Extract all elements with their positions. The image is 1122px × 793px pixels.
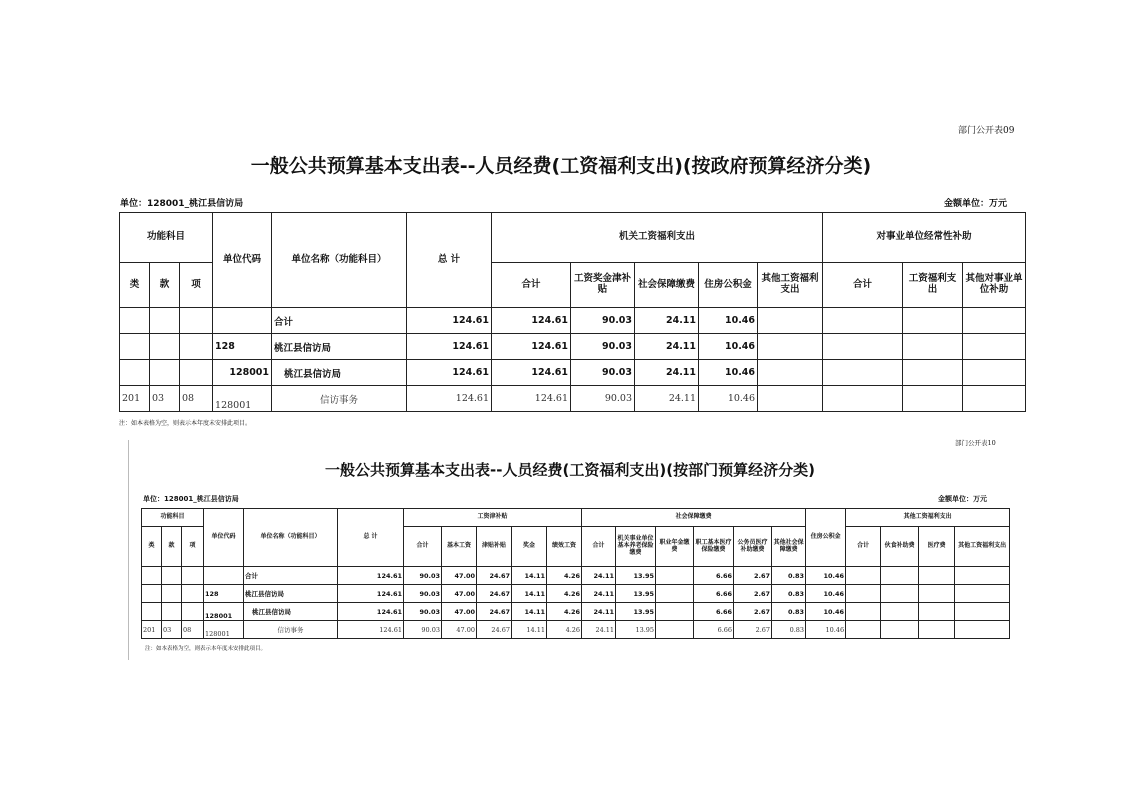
- cell-g2-civil-medical: 2.67: [734, 603, 772, 621]
- header-g3-medical: 医疗费: [919, 527, 955, 567]
- cell-kuan: 03: [150, 386, 180, 412]
- header-name: 单位名称（功能科目）: [272, 213, 407, 308]
- cell-kuan: [162, 585, 182, 603]
- header-g1-allowance: 津贴补贴: [477, 527, 512, 567]
- table-row: [142, 603, 1010, 621]
- cell-g1-basic: 47.00: [442, 603, 477, 621]
- cell-lei: [142, 585, 162, 603]
- header-g2-civil-medical: 公务员医疗补助缴费: [734, 527, 772, 567]
- cell-g2-total: 24.11: [582, 621, 616, 639]
- cell-total: 124.61: [407, 360, 492, 386]
- cell-xiang: [182, 603, 204, 621]
- cell-g1-performance: 4.26: [547, 621, 582, 639]
- cell-xiang: [182, 567, 204, 585]
- header-g3-total: 合计: [846, 527, 881, 567]
- cell-g1-social: 24.11: [635, 334, 699, 360]
- cell-g1-basic: 47.00: [442, 621, 477, 639]
- cell-g1-housing: 10.46: [699, 386, 758, 412]
- cell-name: 合计: [244, 567, 338, 585]
- table-row: [120, 360, 1026, 386]
- cell-g1-basic: 47.00: [442, 567, 477, 585]
- header-g1-wages: 工资奖金津补贴: [571, 263, 635, 308]
- cell-lei: [120, 308, 150, 334]
- cell-g3-meal: [881, 567, 919, 585]
- cell-code: 128001: [204, 603, 244, 621]
- cell-kuan: [150, 308, 180, 334]
- cell-g1-total: 124.61: [492, 386, 571, 412]
- form-number-top: 部门公开表09: [958, 126, 1015, 136]
- cell-g1-other: [758, 360, 823, 386]
- cell-kuan: [150, 360, 180, 386]
- cell-lei: [142, 603, 162, 621]
- cell-name: 信访事务: [244, 621, 338, 639]
- cell-g3-total: [846, 585, 881, 603]
- header-g2-total: 合计: [823, 263, 903, 308]
- cell-kuan: [162, 603, 182, 621]
- cell-g1-other: [758, 334, 823, 360]
- cell-xiang: [182, 585, 204, 603]
- cell-code: 128001: [213, 360, 272, 386]
- cell-g3-other: [955, 585, 1010, 603]
- form-number-bottom: 部门公开表10: [955, 439, 996, 447]
- cell-g1-total: 90.03: [404, 567, 442, 585]
- cell-g2-civil-medical: 2.67: [734, 621, 772, 639]
- cell-code: 128: [204, 585, 244, 603]
- table-row: [120, 386, 1026, 412]
- header-g1-basic: 基本工资: [442, 527, 477, 567]
- cell-code: [204, 567, 244, 585]
- cell-g1-total: 90.03: [404, 621, 442, 639]
- table-row: [142, 585, 1010, 603]
- cell-name: 桃江县信访局: [244, 585, 338, 603]
- cell-name: 桃江县信访局: [272, 360, 407, 386]
- cell-g2-other: 0.83: [772, 603, 806, 621]
- cell-g1-social: 24.11: [635, 386, 699, 412]
- cell-code: [213, 308, 272, 334]
- cell-g1-allowance: 24.67: [477, 567, 512, 585]
- cell-g1-social: 24.11: [635, 360, 699, 386]
- cell-g3-meal: [881, 603, 919, 621]
- cell-g1-bonus: 14.11: [512, 603, 547, 621]
- header-g2-other: 其他对事业单位补助: [963, 263, 1026, 308]
- cell-g1-allowance: 24.67: [477, 621, 512, 639]
- amount-unit-bottom: 金额单位：万元: [938, 495, 987, 503]
- header-name: 单位名称（功能科目）: [244, 509, 338, 567]
- header-kuan: 款: [150, 263, 180, 308]
- cell-g3-total: [846, 567, 881, 585]
- header-g2-pension: 机关事业单位基本养老保险缴费: [616, 527, 656, 567]
- cell-g1-total: 124.61: [492, 360, 571, 386]
- cell-g3-medical: [919, 621, 955, 639]
- cell-g2-medical: 6.66: [694, 567, 734, 585]
- header-g3-other: 其他工资福利支出: [955, 527, 1010, 567]
- cell-xiang: 08: [182, 621, 204, 639]
- cell-g2-pension: 13.95: [616, 567, 656, 585]
- cell-name: 桃江县信访局: [244, 603, 338, 621]
- cell-g1-bonus: 14.11: [512, 585, 547, 603]
- cell-g3-medical: [919, 603, 955, 621]
- cell-g1-wages: 90.03: [571, 360, 635, 386]
- cell-g2-welfare: [903, 308, 963, 334]
- cell-g1-total: 90.03: [404, 585, 442, 603]
- cell-g3-other: [955, 621, 1010, 639]
- header-group-wages: 工资津补贴: [404, 509, 582, 527]
- unit-label-bottom: 单位：128001_桃江县信访局: [143, 495, 239, 503]
- cell-g1-allowance: 24.67: [477, 603, 512, 621]
- cell-g2-medical: 6.66: [694, 603, 734, 621]
- cell-g1-other: [758, 386, 823, 412]
- cell-g2-other: [963, 308, 1026, 334]
- cell-housing: 10.46: [806, 621, 846, 639]
- cell-xiang: 08: [180, 386, 213, 412]
- cell-g2-medical: 6.66: [694, 585, 734, 603]
- cell-g2-pension: 13.95: [616, 585, 656, 603]
- header-code: 单位代码: [213, 213, 272, 308]
- cell-lei: 201: [120, 386, 150, 412]
- cell-g1-performance: 4.26: [547, 603, 582, 621]
- cell-g2-other: [963, 386, 1026, 412]
- table-note-bottom: 注：如本表格为空，则表示本年度未安排此项目。: [145, 646, 267, 652]
- cell-g2-pension: 13.95: [616, 603, 656, 621]
- header-g2-other: 其他社会保障缴费: [772, 527, 806, 567]
- cell-g2-civil-medical: 2.67: [734, 567, 772, 585]
- header-g1-bonus: 奖金: [512, 527, 547, 567]
- table-note-top: 注：如本表格为空，则表示本年度未安排此项目。: [119, 420, 252, 427]
- header-group-other: 其他工资福利支出: [846, 509, 1010, 527]
- cell-g3-meal: [881, 585, 919, 603]
- cell-xiang: [180, 334, 213, 360]
- cell-g2-other: 0.83: [772, 621, 806, 639]
- cell-g2-annuity: [656, 567, 694, 585]
- cell-lei: [142, 567, 162, 585]
- page-title-bottom: 一般公共预算基本支出表--人员经费(工资福利支出)(按部门预算经济分类): [325, 461, 815, 479]
- header-g1-total: 合计: [404, 527, 442, 567]
- cell-g2-welfare: [903, 386, 963, 412]
- cell-g1-social: 24.11: [635, 308, 699, 334]
- amount-unit-top: 金额单位：万元: [944, 199, 1008, 209]
- cell-g2-annuity: [656, 603, 694, 621]
- cell-xiang: [180, 308, 213, 334]
- cell-g3-other: [955, 603, 1010, 621]
- header-code: 单位代码: [204, 509, 244, 567]
- unit-label-top: 单位：128001_桃江县信访局: [120, 199, 244, 209]
- cell-g1-allowance: 24.67: [477, 585, 512, 603]
- cell-g1-bonus: 14.11: [512, 567, 547, 585]
- header-kuan: 款: [162, 527, 182, 567]
- cell-g3-medical: [919, 585, 955, 603]
- header-lei: 类: [142, 527, 162, 567]
- cell-g1-performance: 4.26: [547, 567, 582, 585]
- table-row: [142, 621, 1010, 639]
- cell-g1-housing: 10.46: [699, 308, 758, 334]
- cell-name: 桃江县信访局: [272, 334, 407, 360]
- header-group-social: 社会保障缴费: [582, 509, 806, 527]
- cell-housing: 10.46: [806, 567, 846, 585]
- cell-g1-total: 124.61: [492, 334, 571, 360]
- cell-code: 128001: [213, 386, 272, 412]
- cell-g1-basic: 47.00: [442, 585, 477, 603]
- cell-g2-other: 0.83: [772, 567, 806, 585]
- cell-kuan: [162, 567, 182, 585]
- header-func: 功能科目: [120, 213, 213, 263]
- cell-total: 124.61: [338, 621, 404, 639]
- cell-g2-other: 0.83: [772, 585, 806, 603]
- cell-xiang: [180, 360, 213, 386]
- cell-code: 128: [213, 334, 272, 360]
- header-g1-total: 合计: [492, 263, 571, 308]
- cell-name: 合计: [272, 308, 407, 334]
- table-row: [142, 567, 1010, 585]
- header-housing: 住房公积金: [806, 509, 846, 567]
- header-xiang: 项: [182, 527, 204, 567]
- cell-g1-housing: 10.46: [699, 334, 758, 360]
- header-g1-performance: 绩效工资: [547, 527, 582, 567]
- cell-total: 124.61: [407, 308, 492, 334]
- budget-table-economic: [119, 212, 1026, 412]
- cell-g1-total: 90.03: [404, 603, 442, 621]
- cell-g2-other: [963, 334, 1026, 360]
- cell-g2-other: [963, 360, 1026, 386]
- cell-total: 124.61: [338, 585, 404, 603]
- cell-g3-meal: [881, 621, 919, 639]
- cell-g1-wages: 90.03: [571, 334, 635, 360]
- cell-name: 信访事务: [272, 386, 407, 412]
- cell-total: 124.61: [338, 603, 404, 621]
- header-func: 功能科目: [142, 509, 204, 527]
- header-lei: 类: [120, 263, 150, 308]
- table-row: [120, 308, 1026, 334]
- cell-g1-bonus: 14.11: [512, 621, 547, 639]
- cell-total: 124.61: [407, 386, 492, 412]
- header-group-subsidy: 对事业单位经常性补助: [823, 213, 1026, 263]
- header-group-salary: 机关工资福利支出: [492, 213, 823, 263]
- table-row: [120, 334, 1026, 360]
- header-g2-welfare: 工资福利支出: [903, 263, 963, 308]
- cell-g2-total: [823, 386, 903, 412]
- cell-total: 124.61: [407, 334, 492, 360]
- cell-g1-housing: 10.46: [699, 360, 758, 386]
- cell-g1-performance: 4.26: [547, 585, 582, 603]
- header-g1-housing: 住房公积金: [699, 263, 758, 308]
- cell-g1-total: 124.61: [492, 308, 571, 334]
- scan-margin-line: [128, 440, 129, 660]
- header-g3-meal: 伙食补助费: [881, 527, 919, 567]
- cell-g2-annuity: [656, 585, 694, 603]
- cell-g2-total: [823, 334, 903, 360]
- cell-g2-total: 24.11: [582, 585, 616, 603]
- cell-g2-annuity: [656, 621, 694, 639]
- cell-code: 128001: [204, 621, 244, 639]
- header-xiang: 项: [180, 263, 213, 308]
- cell-g2-welfare: [903, 360, 963, 386]
- cell-lei: [120, 334, 150, 360]
- cell-housing: 10.46: [806, 603, 846, 621]
- header-total: 总 计: [407, 213, 492, 308]
- cell-housing: 10.46: [806, 585, 846, 603]
- cell-g3-total: [846, 603, 881, 621]
- cell-g2-total: 24.11: [582, 567, 616, 585]
- cell-g3-total: [846, 621, 881, 639]
- cell-g2-medical: 6.66: [694, 621, 734, 639]
- cell-g2-total: 24.11: [582, 603, 616, 621]
- cell-kuan: 03: [162, 621, 182, 639]
- cell-g2-total: [823, 308, 903, 334]
- page-title-top: 一般公共预算基本支出表--人员经费(工资福利支出)(按政府预算经济分类): [250, 155, 872, 177]
- header-total: 总 计: [338, 509, 404, 567]
- header-g1-other: 其他工资福利支出: [758, 263, 823, 308]
- cell-lei: 201: [142, 621, 162, 639]
- cell-total: 124.61: [338, 567, 404, 585]
- cell-g1-wages: 90.03: [571, 308, 635, 334]
- cell-g3-other: [955, 567, 1010, 585]
- cell-kuan: [150, 334, 180, 360]
- cell-lei: [120, 360, 150, 386]
- cell-g1-wages: 90.03: [571, 386, 635, 412]
- budget-table-department: [141, 508, 1010, 639]
- cell-g1-other: [758, 308, 823, 334]
- header-g1-social: 社会保障缴费: [635, 263, 699, 308]
- cell-g3-medical: [919, 567, 955, 585]
- cell-g2-pension: 13.95: [616, 621, 656, 639]
- cell-g2-welfare: [903, 334, 963, 360]
- cell-g2-civil-medical: 2.67: [734, 585, 772, 603]
- header-g2-annuity: 职业年金缴费: [656, 527, 694, 567]
- header-g2-medical: 职工基本医疗保险缴费: [694, 527, 734, 567]
- header-g2-total: 合计: [582, 527, 616, 567]
- cell-g2-total: [823, 360, 903, 386]
